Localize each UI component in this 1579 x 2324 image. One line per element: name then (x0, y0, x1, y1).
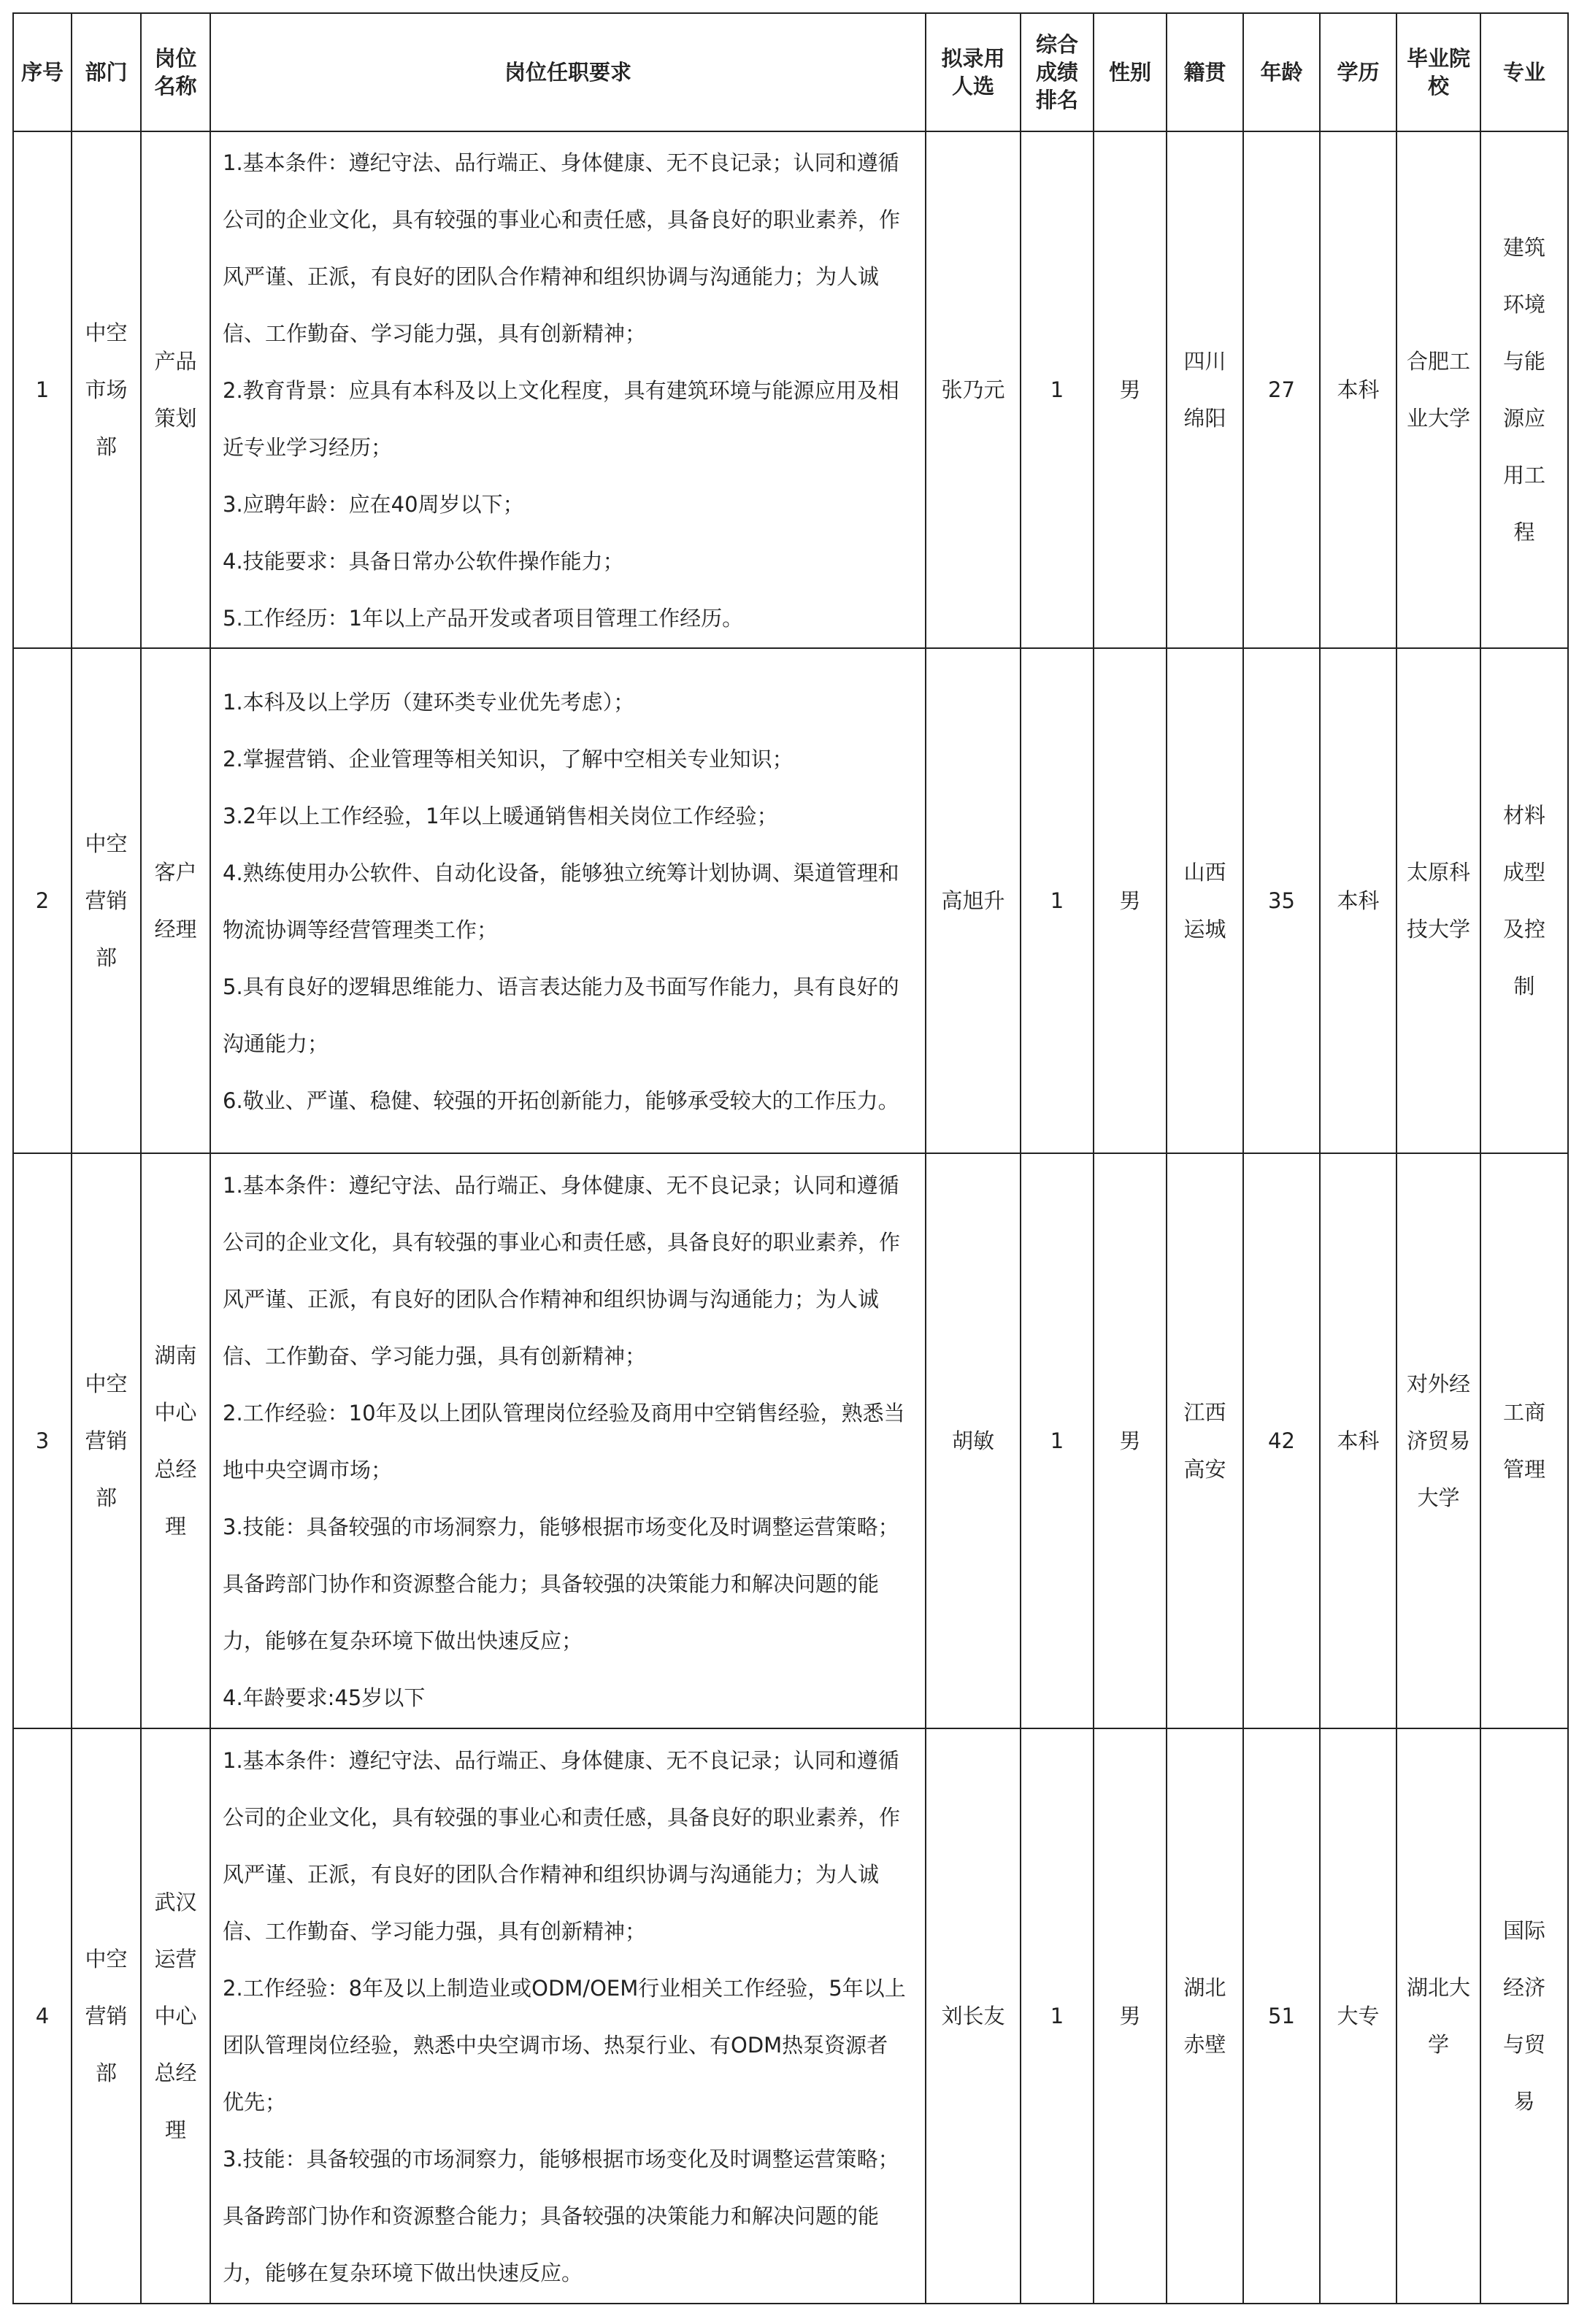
cell-rank: 1 (1021, 131, 1094, 648)
cell-requirements: 1.基本条件：遵纪守法、品行端正、身体健康、无不良记录；认同和遵循 公司的企业文化，具有较强的事业心和责任感，具备良好的职业素养，作 风严谨、正派，有良好的团队合作精神和组织协调与沟通能力；为人诚 信、工作勤奋、学习能力强，具有创新精神； 2.教育背景：应具有本科及以上文化程度，具有建筑环境与能源应用及相 近专业学习经历； 3.应聘年龄：应在40周岁以下； 4.技能要求：具备日常办公软件操作能力； 5.工作经历：1年以上产品开发或者项目管理工作经历。 (210, 131, 926, 648)
cell-position: 湖南 中心 总经 理 (141, 1153, 210, 1728)
col-header-age: 年龄 (1243, 13, 1320, 131)
col-header-position: 岗位 名称 (141, 13, 210, 131)
cell-major: 材料 成型 及控 制 (1480, 648, 1568, 1153)
cell-requirements: 1.本科及以上学历（建环类专业优先考虑）； 2.掌握营销、企业管理等相关知识，了解中空相关专业知识； 3.2年以上工作经验，1年以上暖通销售相关岗位工作经验； 4.熟练使用办公软件、自动化设备，能够独立统筹计划协调、渠道管理和 物流协调等经营管理类工作； 5.具有良好的逻辑思维能力、语言表达能力及书面写作能力，具有良好的 沟通能力； 6.敬业、严谨、稳健、较强的开拓创新能力，能够承受较大的工作压力。 (210, 648, 926, 1153)
cell-no: 2 (13, 648, 72, 1153)
cell-education: 本科 (1320, 131, 1396, 648)
cell-gender: 男 (1094, 1728, 1167, 2304)
cell-dept: 中空 营销 部 (72, 1728, 141, 2304)
col-header-candidate: 拟录用 人选 (926, 13, 1021, 131)
cell-school: 湖北大 学 (1396, 1728, 1480, 2304)
cell-age: 51 (1243, 1728, 1320, 2304)
table-row (13, 1153, 1568, 1728)
cell-dept: 中空 市场 部 (72, 131, 141, 648)
cell-requirements: 1.基本条件：遵纪守法、品行端正、身体健康、无不良记录；认同和遵循 公司的企业文化，具有较强的事业心和责任感，具备良好的职业素养，作 风严谨、正派，有良好的团队合作精神和组织协调与沟通能力；为人诚 信、工作勤奋、学习能力强，具有创新精神； 2.工作经验：8年及以上制造业或ODM/OEM行业相关工作经验，5年以上 团队管理岗位经验，熟悉中央空调市场、热泵行业、有ODM热泵资源者 优先； 3.技能：具备较强的市场洞察力，能够根据市场变化及时调整运营策略； 具备跨部门协作和资源整合能力；具备较强的决策能力和解决问题的能 力，能够在复杂环境下做出快速反应。 (210, 1728, 926, 2304)
col-header-education: 学历 (1320, 13, 1396, 131)
cell-position: 客户 经理 (141, 648, 210, 1153)
cell-candidate: 张乃元 (926, 131, 1021, 648)
cell-gender: 男 (1094, 648, 1167, 1153)
cell-origin: 山西 运城 (1167, 648, 1243, 1153)
cell-school: 对外经 济贸易 大学 (1396, 1153, 1480, 1728)
cell-candidate: 刘长友 (926, 1728, 1021, 2304)
cell-dept: 中空 营销 部 (72, 1153, 141, 1728)
col-header-origin: 籍贯 (1167, 13, 1243, 131)
col-header-requirements: 岗位任职要求 (210, 13, 926, 131)
table-row (13, 1728, 1568, 2304)
table-row (13, 131, 1568, 648)
cell-candidate: 胡敏 (926, 1153, 1021, 1728)
cell-position: 产品 策划 (141, 131, 210, 648)
cell-no: 4 (13, 1728, 72, 2304)
table-row (13, 648, 1568, 1153)
col-header-gender: 性别 (1094, 13, 1167, 131)
cell-gender: 男 (1094, 1153, 1167, 1728)
cell-position: 武汉 运营 中心 总经 理 (141, 1728, 210, 2304)
cell-origin: 湖北 赤壁 (1167, 1728, 1243, 2304)
cell-age: 27 (1243, 131, 1320, 648)
col-header-rank: 综合 成绩 排名 (1021, 13, 1094, 131)
cell-rank: 1 (1021, 1728, 1094, 2304)
cell-gender: 男 (1094, 131, 1167, 648)
cell-major: 建筑 环境 与能 源应 用工 程 (1480, 131, 1568, 648)
cell-rank: 1 (1021, 648, 1094, 1153)
col-header-no: 序号 (13, 13, 72, 131)
cell-age: 35 (1243, 648, 1320, 1153)
col-header-dept: 部门 (72, 13, 141, 131)
cell-no: 1 (13, 131, 72, 648)
recruitment-table (12, 12, 1569, 2304)
cell-education: 大专 (1320, 1728, 1396, 2304)
cell-school: 合肥工 业大学 (1396, 131, 1480, 648)
cell-education: 本科 (1320, 648, 1396, 1153)
cell-origin: 四川 绵阳 (1167, 131, 1243, 648)
col-header-major: 专业 (1480, 13, 1568, 131)
cell-requirements: 1.基本条件：遵纪守法、品行端正、身体健康、无不良记录；认同和遵循 公司的企业文化，具有较强的事业心和责任感，具备良好的职业素养，作 风严谨、正派，有良好的团队合作精神和组织协调与沟通能力；为人诚 信、工作勤奋、学习能力强，具有创新精神； 2.工作经验：10年及以上团队管理岗位经验及商用中空销售经验，熟悉当 地中央空调市场； 3.技能：具备较强的市场洞察力，能够根据市场变化及时调整运营策略； 具备跨部门协作和资源整合能力；具备较强的决策能力和解决问题的能 力，能够在复杂环境下做出快速反应； 4.年龄要求:45岁以下 (210, 1153, 926, 1728)
cell-age: 42 (1243, 1153, 1320, 1728)
cell-rank: 1 (1021, 1153, 1094, 1728)
cell-no: 3 (13, 1153, 72, 1728)
cell-school: 太原科 技大学 (1396, 648, 1480, 1153)
cell-dept: 中空 营销 部 (72, 648, 141, 1153)
cell-major: 工商 管理 (1480, 1153, 1568, 1728)
cell-major: 国际 经济 与贸 易 (1480, 1728, 1568, 2304)
cell-candidate: 高旭升 (926, 648, 1021, 1153)
col-header-school: 毕业院 校 (1396, 13, 1480, 131)
header-row (13, 13, 1568, 131)
cell-education: 本科 (1320, 1153, 1396, 1728)
cell-origin: 江西 高安 (1167, 1153, 1243, 1728)
